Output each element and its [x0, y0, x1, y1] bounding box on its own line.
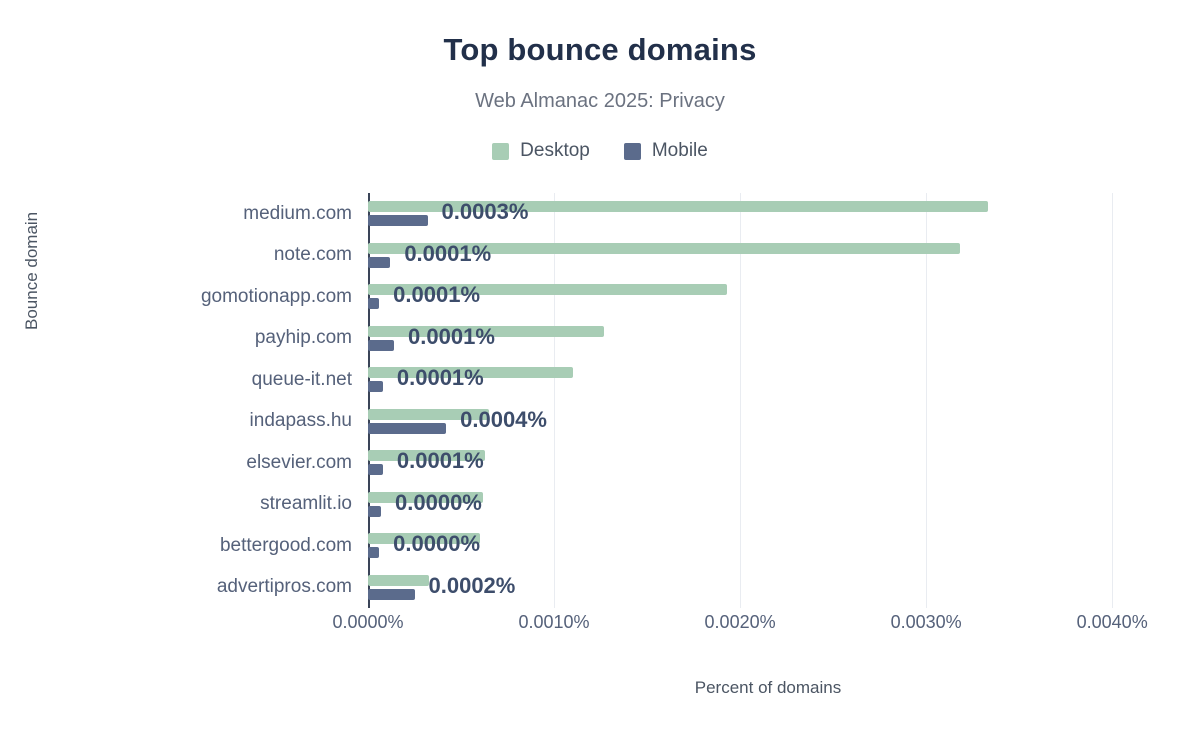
legend-label-desktop: Desktop	[520, 140, 590, 161]
y-axis-category-label: gomotionapp.com	[200, 285, 352, 307]
bar-value-label: 0.0001%	[408, 323, 495, 349]
bar-mobile[interactable]	[368, 381, 383, 392]
bar-value-label: 0.0001%	[404, 240, 492, 266]
legend-label-mobile: Mobile	[651, 140, 708, 161]
bar-mobile[interactable]	[368, 464, 383, 475]
bar-mobile[interactable]	[368, 340, 394, 351]
bar-value-label: 0.0001%	[396, 448, 484, 473]
bar-mobile[interactable]	[368, 215, 428, 226]
bar-value-label: 0.0004%	[460, 406, 547, 432]
bar-group	[368, 318, 1168, 360]
bar-value-label: 0.0000%	[393, 531, 481, 556]
bar-mobile[interactable]	[368, 547, 379, 558]
bar-group	[368, 193, 1168, 235]
bar-group	[368, 525, 1168, 567]
legend-item-desktop[interactable]	[492, 140, 590, 162]
bar-group	[368, 276, 1168, 318]
y-axis-category-label: bettergood.com	[219, 534, 352, 556]
y-axis-category-label: indapass.hu	[249, 410, 352, 432]
bar-group	[368, 442, 1168, 484]
legend-swatch-desktop	[492, 143, 509, 160]
bar-group	[368, 235, 1168, 277]
y-axis-category-label: note.com	[273, 244, 352, 266]
bar-mobile[interactable]	[368, 298, 379, 309]
bar-group	[368, 401, 1168, 443]
x-axis-tick-label: 0.0040%	[1076, 612, 1148, 632]
y-axis-category-label: advertipros.com	[216, 576, 352, 598]
y-axis-category-label: elsevier.com	[246, 451, 352, 473]
x-axis-ticks	[332, 612, 1168, 642]
bar-value-label: 0.0003%	[441, 199, 529, 224]
chart-title: Top bounce domains	[443, 32, 757, 67]
y-axis-title: Bounce domain	[22, 211, 41, 330]
chart-legend	[0, 140, 1200, 162]
x-axis-tick-label: 0.0010%	[518, 612, 590, 632]
bar-value-label: 0.0000%	[395, 489, 482, 515]
chart-subtitle: Web Almanac 2025: Privacy	[475, 90, 725, 112]
y-axis-category-label: streamlit.io	[260, 493, 352, 515]
bar-value-label: 0.0002%	[428, 572, 516, 598]
bar-mobile[interactable]	[368, 589, 415, 600]
y-axis-category-label: queue-it.net	[251, 368, 352, 390]
x-axis-title: Percent of domains	[694, 678, 842, 697]
bar-group	[368, 567, 1168, 609]
plot-area	[368, 193, 1168, 608]
x-axis-tick-label: 0.0030%	[890, 612, 962, 632]
y-axis-labels	[0, 193, 352, 608]
bar-mobile[interactable]	[368, 257, 390, 268]
bar-value-label: 0.0001%	[396, 365, 484, 390]
bar-desktop[interactable]	[368, 575, 429, 586]
x-axis-tick-label: 0.0020%	[704, 612, 776, 632]
y-axis-category-label: medium.com	[243, 202, 352, 224]
legend-item-mobile[interactable]	[624, 140, 708, 162]
bar-group	[368, 484, 1168, 526]
bar-group	[368, 359, 1168, 401]
bar-value-label: 0.0001%	[393, 282, 481, 307]
bar-mobile[interactable]	[368, 506, 381, 517]
y-axis-category-label: payhip.com	[254, 327, 352, 349]
bar-mobile[interactable]	[368, 423, 446, 434]
x-axis-tick-label: 0.0000%	[332, 612, 404, 632]
legend-swatch-mobile	[624, 143, 641, 160]
